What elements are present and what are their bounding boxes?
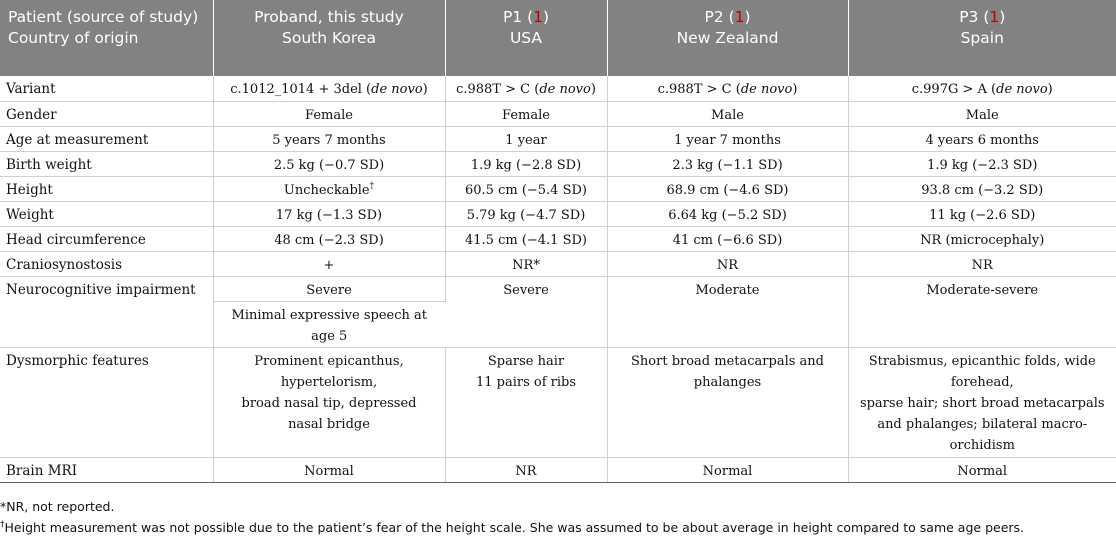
row-label: Dysmorphic features (0, 347, 213, 457)
table-cell: 5.79 kg (−4.7 SD) (445, 201, 607, 226)
table-cell: Uncheckable† (213, 176, 445, 201)
table-cell: 6.64 kg (−5.2 SD) (607, 201, 848, 226)
header-patient (0, 0, 213, 76)
table-cell: c.988T > C (de novo) (607, 76, 848, 101)
row-label: Brain MRI (0, 457, 213, 482)
table-cell: 11 kg (−2.6 SD) (848, 201, 1116, 226)
table-row-dysmorphic (0, 347, 1116, 457)
table-footnotes (0, 483, 1116, 538)
table-cell: + (213, 251, 445, 276)
table-cell: Normal (848, 457, 1116, 482)
row-label: Weight (0, 201, 213, 226)
table-cell: Moderate (607, 276, 848, 347)
table-row-head-circumference (0, 226, 1116, 251)
table-cell: 2.3 kg (−1.1 SD) (607, 151, 848, 176)
table-cell: 17 kg (−1.3 SD) (213, 201, 445, 226)
table-cell: Strabismus, epicanthic folds, wide forehead, sparse hair; short broad metacarpals and phalanges; bilateral macro- orchidism (848, 347, 1116, 457)
header-p2-ref-link[interactable]: 1 (734, 8, 745, 26)
header-p1: P1 (1) USA (445, 0, 607, 76)
header-proband-country: South Korea (282, 29, 376, 47)
table-cell: Moderate-severe (848, 276, 1116, 347)
table-row-gender (0, 101, 1116, 126)
table-cell: NR (microcephaly) (848, 226, 1116, 251)
table-cell: 60.5 cm (−5.4 SD) (445, 176, 607, 201)
table-cell: 2.5 kg (−0.7 SD) (213, 151, 445, 176)
table-cell: c.1012_1014 + 3del (de novo) (213, 76, 445, 101)
table-cell: c.997G > A (de novo) (848, 76, 1116, 101)
header-patient-country: Country of origin (8, 29, 139, 47)
header-p2-label: P2 ( (704, 8, 735, 26)
table-cell: Male (848, 101, 1116, 126)
table-cell: Normal (213, 457, 445, 482)
table-cell: Prominent epicanthus, hypertelorism, broad nasal tip, depressed nasal bridge (213, 347, 445, 457)
header-p1-country: USA (509, 29, 543, 47)
table-cell: 1.9 kg (−2.8 SD) (445, 151, 607, 176)
header-p1-ref-link[interactable]: 1 (533, 8, 543, 26)
row-label: Gender (0, 101, 213, 126)
table-cell: NR (607, 251, 848, 276)
table-cell: NR* (445, 251, 607, 276)
row-label: Head circumference (0, 226, 213, 251)
table-row-craniosynostosis (0, 251, 1116, 276)
footnote-dagger-mark: † (0, 519, 5, 530)
table-row-age (0, 126, 1116, 151)
table-cell: Short broad metacarpals and phalanges (607, 347, 848, 457)
row-label: Height (0, 176, 213, 201)
header-p3-label: P3 ( (959, 8, 990, 26)
header-p3-country: Spain (960, 29, 1004, 47)
footnote-nr: *NR, not reported. (0, 498, 115, 514)
header-proband-title: Proband, this study (254, 8, 404, 26)
table-row-variant (0, 76, 1116, 101)
header-p1-label: P1 ( (502, 8, 534, 26)
header-p2-country: New Zealand (676, 29, 779, 47)
row-label: Neurocognitive impairment (0, 276, 213, 347)
table-cell: Sparse hair 11 pairs of ribs (445, 347, 607, 457)
table-cell: Severe (213, 276, 445, 301)
header-p3-ref-link[interactable]: 1 (989, 8, 1000, 26)
table-cell: 5 years 7 months (213, 126, 445, 151)
header-p3: P3 (1) Spain (848, 0, 1116, 76)
table-cell: NR (445, 457, 607, 482)
table-cell: 68.9 cm (−4.6 SD) (607, 176, 848, 201)
table-cell: Female (445, 101, 607, 126)
table-cell: 93.8 cm (−3.2 SD) (848, 176, 1116, 201)
table-row-weight (0, 201, 1116, 226)
table-row-neurocognitive (0, 276, 1116, 301)
table-row-birth-weight (0, 151, 1116, 176)
row-label: Age at measurement (0, 126, 213, 151)
header-proband (213, 0, 445, 76)
row-label: Birth weight (0, 151, 213, 176)
table-cell: Normal (607, 457, 848, 482)
table-cell: Male (607, 101, 848, 126)
header-row (0, 0, 1116, 76)
table-cell: c.988T > C (de novo) (445, 76, 607, 101)
table-cell: NR (848, 251, 1116, 276)
header-patient-source: Patient (source of study) (8, 8, 199, 26)
table-cell: 41.5 cm (−4.1 SD) (445, 226, 607, 251)
table-cell: 48 cm (−2.3 SD) (213, 226, 445, 251)
table-cell: 4 years 6 months (848, 126, 1116, 151)
table-cell: 1 year (445, 126, 607, 151)
table-cell: 1 year 7 months (607, 126, 848, 151)
table-cell: 41 cm (−6.6 SD) (607, 226, 848, 251)
header-p2: P2 (1) New Zealand (607, 0, 848, 76)
footnote-height: †Height measurement was not possible due to the patient’s fear of the height scale. She was assumed to be about average in height compared to same age peers. (0, 519, 1025, 535)
table-cell: Severe (445, 276, 607, 347)
table-cell: 1.9 kg (−2.3 SD) (848, 151, 1116, 176)
table-cell: Female (213, 101, 445, 126)
table-row-height (0, 176, 1116, 201)
dagger-footnote-mark: † (369, 181, 375, 192)
row-label: Craniosynostosis (0, 251, 213, 276)
row-label: Variant (0, 76, 213, 101)
table-row-brain-mri (0, 457, 1116, 482)
table-cell: Minimal expressive speech at age 5 (213, 301, 445, 347)
